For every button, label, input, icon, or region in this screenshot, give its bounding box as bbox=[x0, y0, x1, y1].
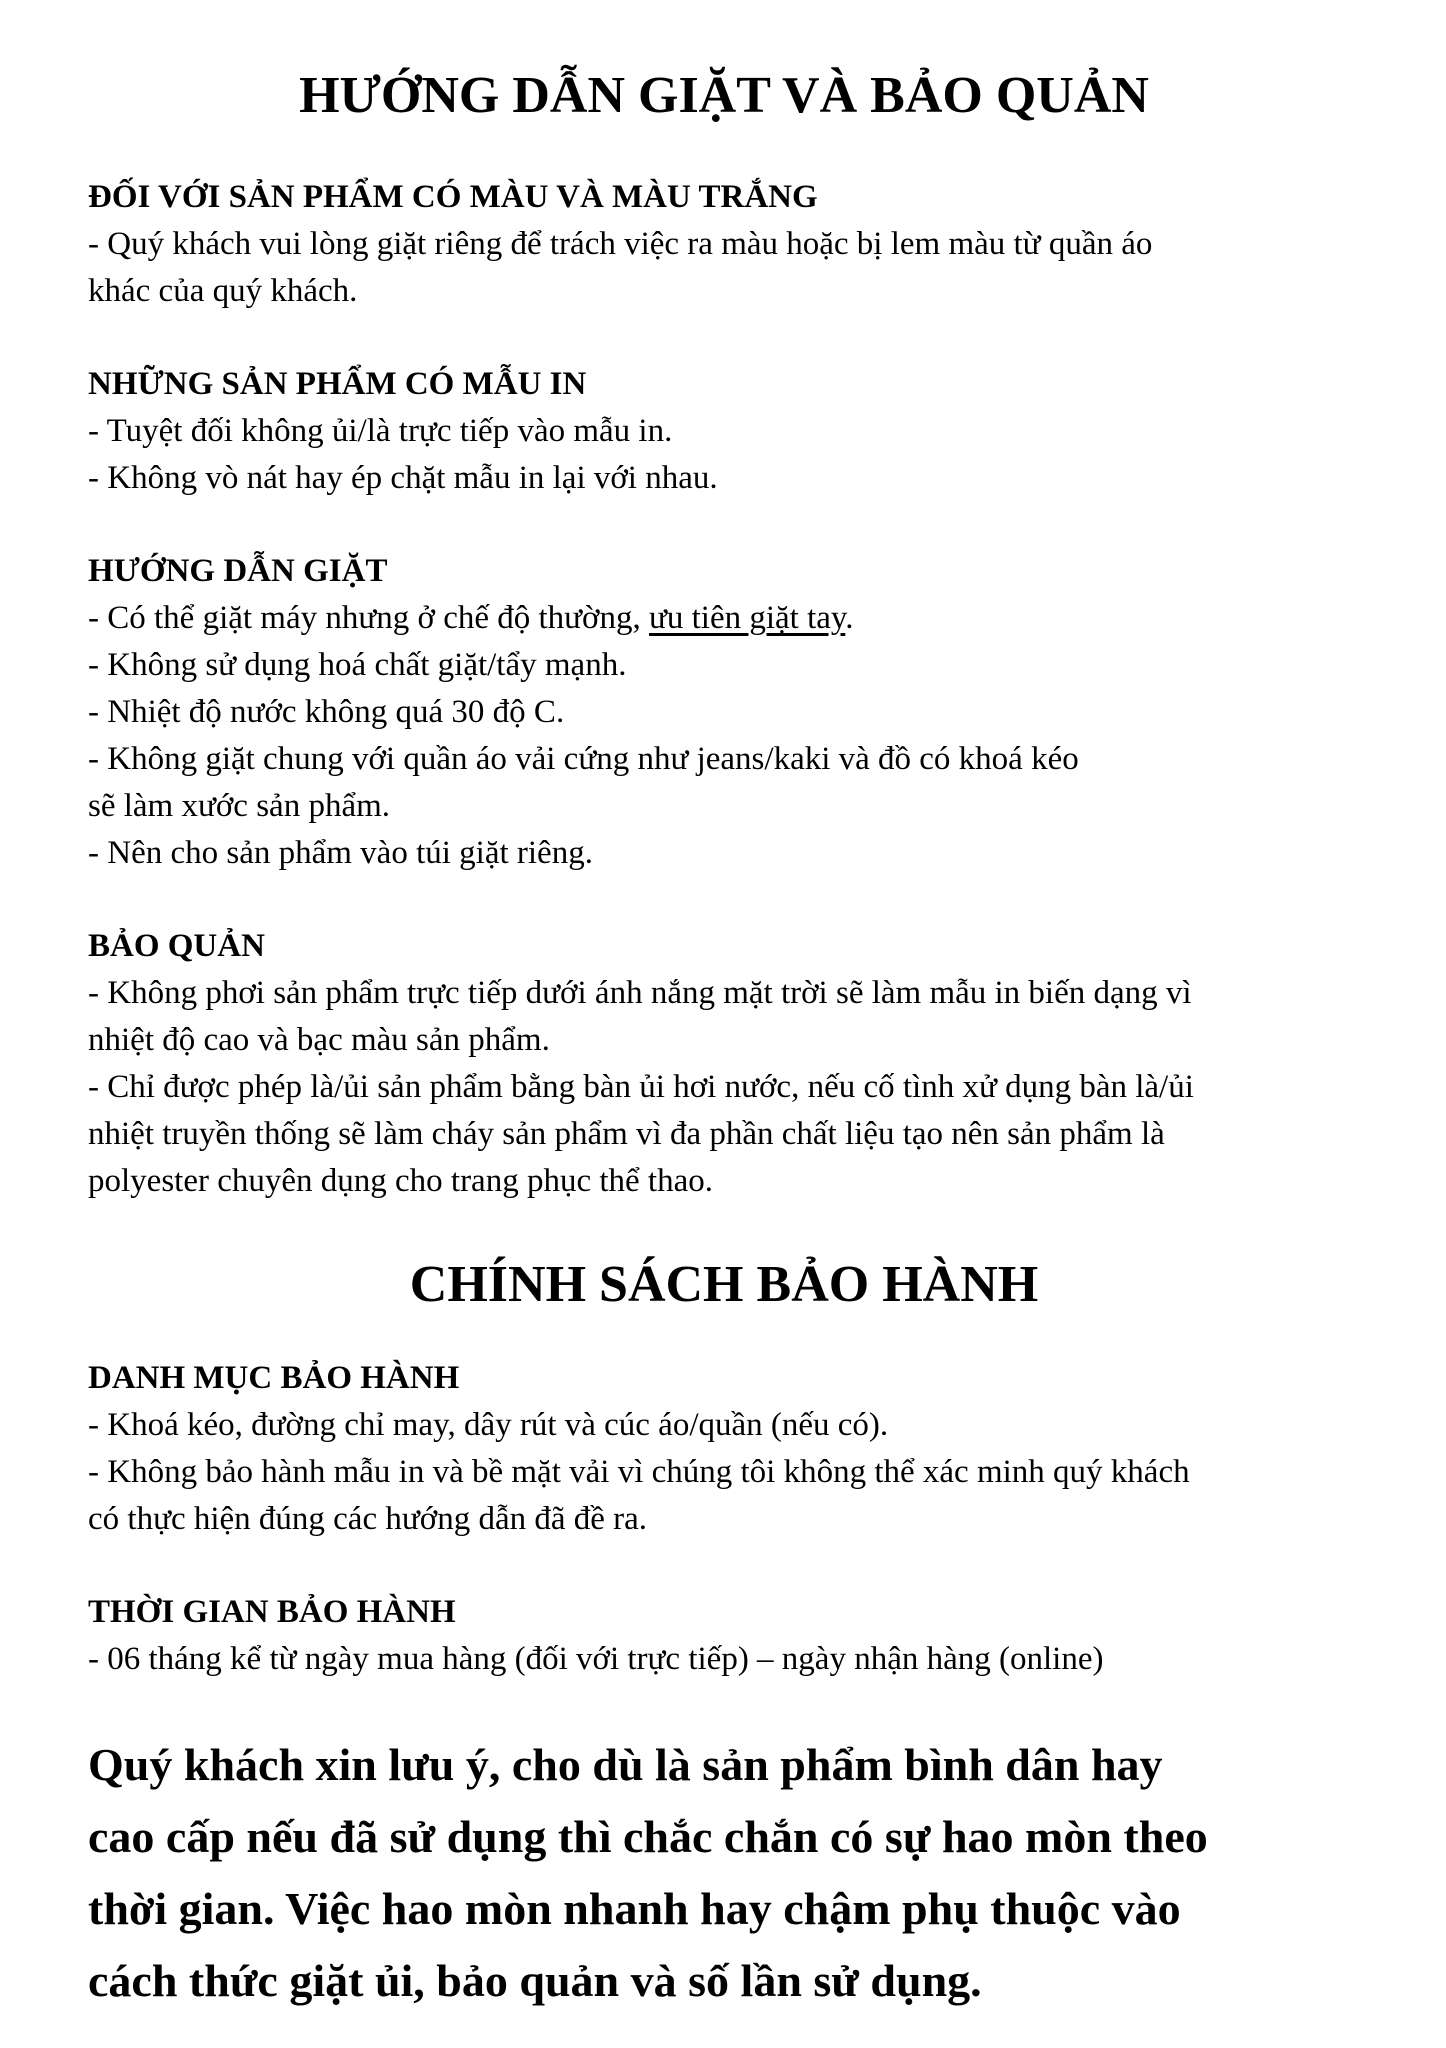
washing-line-1 bbox=[88, 595, 1360, 642]
hand-wash-priority-underline: ưu tiên giặt tay bbox=[649, 600, 846, 636]
notice-line-4: cách thức giặt ủi, bảo quản và số lần sử dụng. bbox=[88, 1955, 982, 2006]
warranty-duration-line-1: - 06 tháng kể từ ngày mua hàng (đối với trực tiếp) – ngày nhận hàng (online) bbox=[88, 1641, 1104, 1677]
printed-products-line-2: - Không vò nát hay ép chặt mẫu in lại với nhau. bbox=[88, 460, 718, 496]
storage-heading: BẢO QUẢN bbox=[88, 928, 265, 964]
washing-line-2: - Không sử dụng hoá chất giặt/tẩy mạnh. bbox=[88, 647, 627, 683]
storage-line-3: - Chỉ được phép là/ủi sản phẩm bằng bàn ủi hơi nước, nếu cố tình xử dụng bàn là/ủi bbox=[88, 1069, 1194, 1105]
colored-products-line-1: - Quý khách vui lòng giặt riêng để trách việc ra màu hoặc bị lem màu từ quần áo bbox=[88, 226, 1153, 262]
washing-heading: HƯỚNG DẪN GIẶT bbox=[88, 553, 388, 589]
colored-products-line-2: khác của quý khách. bbox=[88, 273, 358, 309]
warranty-title: CHÍNH SÁCH BẢO HÀNH bbox=[409, 1256, 1039, 1313]
section-printed-products bbox=[88, 361, 1360, 502]
warranty-categories-line-2: - Không bảo hành mẫu in và bề mặt vải vì chúng tôi không thể xác minh quý khách bbox=[88, 1454, 1190, 1490]
notice-line-1: Quý khách xin lưu ý, cho dù là sản phẩm bình dân hay bbox=[88, 1739, 1163, 1790]
washing-line-6: - Nên cho sản phẩm vào túi giặt riêng. bbox=[88, 835, 593, 871]
section-colored-products bbox=[88, 174, 1360, 315]
notice-line-3: thời gian. Việc hao mòn nhanh hay chậm phụ thuộc vào bbox=[88, 1883, 1181, 1934]
printed-products-line-1: - Tuyệt đối không ủi/là trực tiếp vào mẫu in. bbox=[88, 413, 673, 449]
washing-line-4: - Không giặt chung với quần áo vải cứng như jeans/kaki và đồ có khoá kéo bbox=[88, 741, 1079, 777]
storage-line-1: - Không phơi sản phẩm trực tiếp dưới ánh nắng mặt trời sẽ làm mẫu in biến dạng vì bbox=[88, 975, 1192, 1011]
customer-notice bbox=[88, 1729, 1360, 2017]
washing-line-3: - Nhiệt độ nước không quá 30 độ C. bbox=[88, 694, 565, 730]
section-warranty-duration bbox=[88, 1589, 1360, 1683]
storage-line-5: polyester chuyên dụng cho trang phục thể thao. bbox=[88, 1163, 713, 1199]
storage-line-4: nhiệt truyền thống sẽ làm cháy sản phẩm vì đa phần chất liệu tạo nên sản phẩm là bbox=[88, 1116, 1165, 1152]
printed-products-heading: NHỮNG SẢN PHẨM CÓ MẪU IN bbox=[88, 366, 587, 402]
warranty-duration-heading: THỜI GIAN BẢO HÀNH bbox=[88, 1594, 456, 1630]
section-warranty-categories bbox=[88, 1355, 1360, 1543]
storage-line-2: nhiệt độ cao và bạc màu sản phẩm. bbox=[88, 1022, 550, 1058]
washing-line-5: sẽ làm xước sản phẩm. bbox=[88, 788, 391, 824]
section-washing-guide bbox=[88, 548, 1360, 877]
washing-line-1-pre: - Có thể giặt máy nhưng ở chế độ thường, bbox=[88, 600, 649, 636]
warranty-categories-heading: DANH MỤC BẢO HÀNH bbox=[88, 1360, 460, 1396]
colored-products-heading: ĐỐI VỚI SẢN PHẨM CÓ MÀU VÀ MÀU TRẮNG bbox=[88, 179, 818, 215]
washing-line-1-post: . bbox=[845, 600, 854, 636]
section-storage bbox=[88, 923, 1360, 1205]
warranty-categories-line-1: - Khoá kéo, đường chỉ may, dây rút và cúc áo/quần (nếu có). bbox=[88, 1407, 889, 1443]
notice-line-2: cao cấp nếu đã sử dụng thì chắc chắn có sự hao mòn theo bbox=[88, 1811, 1208, 1862]
warranty-categories-line-3: có thực hiện đúng các hướng dẫn đã đề ra. bbox=[88, 1501, 648, 1537]
care-guide-title: HƯỚNG DẪN GIẶT VÀ BẢO QUẢN bbox=[299, 67, 1149, 124]
